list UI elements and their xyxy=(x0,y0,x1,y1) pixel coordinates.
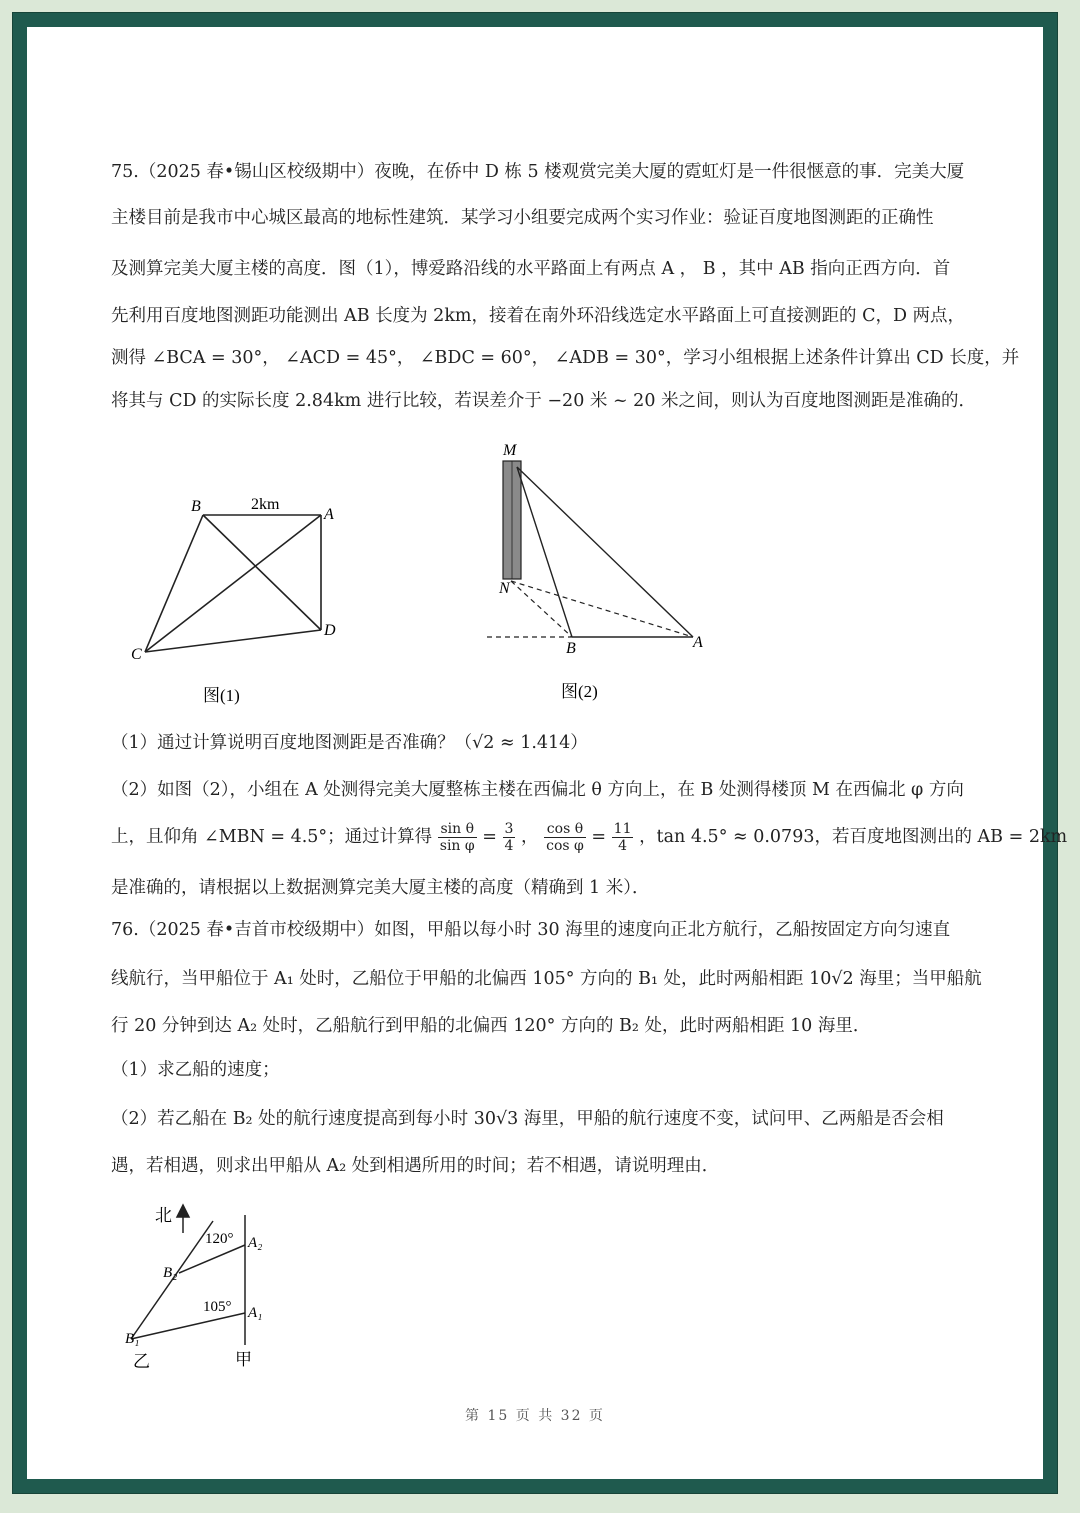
fig76-label-yi: 乙 xyxy=(133,1352,150,1371)
figure-76-ships xyxy=(111,1185,311,1385)
fig2-caption: 图(2) xyxy=(561,682,598,701)
fig76-label-A2: A₂ xyxy=(248,1235,263,1251)
page-border-frame xyxy=(12,12,1068,1494)
fraction-sin-den: sin φ xyxy=(439,838,475,854)
fig1-label-D: D xyxy=(324,622,336,639)
q75-line-6: 将其与 CD 的实际长度 2.84km 进行比较，若误差介于 −20 米 ~ 20 米之间，则认为百度地图测距是准确的． xyxy=(111,391,977,411)
equals-2: = xyxy=(591,827,607,847)
fraction-11-4-num: 11 xyxy=(613,821,632,837)
figure-1-quadrilateral xyxy=(111,475,371,715)
fraction-cos-den: cos φ xyxy=(546,838,584,854)
fig76-label-A1: A₁ xyxy=(248,1305,263,1321)
q76-sub2-line-1: （2）若乙船在 B₂ 处的航行速度提高到每小时 30√3 海里，甲船的航行速度不变，试问甲、乙两船是否会相 xyxy=(111,1109,944,1129)
q76-line-1: 76.（2025 春•吉首市校级期中）如图，甲船以每小时 30 海里的速度向正北方航行，乙船按固定方向匀速直 xyxy=(111,920,951,940)
fig2-label-N: N xyxy=(499,580,510,597)
q75-sub2-line-2b: ，tan 4.5° ≈ 0.0793，若百度地图测出的 AB = 2km xyxy=(639,827,1068,847)
fig1-caption: 图(1) xyxy=(203,686,240,705)
fraction-cos xyxy=(544,821,586,854)
fraction-3-4-num: 3 xyxy=(504,821,514,837)
fig1-label-C: C xyxy=(131,646,142,663)
q76-line-2: 线航行，当甲船位于 A₁ 处时，乙船位于甲船的北偏西 105° 方向的 B₁ 处，此时两船相距 10√2 海里；当甲船航 xyxy=(111,969,982,989)
fig76-label-B2: B₂ xyxy=(163,1265,178,1281)
fig76-label-B1: B₁ xyxy=(125,1331,140,1347)
fig1-label-len: 2km xyxy=(251,496,280,513)
fig2-label-A: A xyxy=(693,634,703,651)
fig2-label-B: B xyxy=(566,640,576,657)
equals-1: = xyxy=(482,827,497,847)
fraction-11-4 xyxy=(612,821,634,854)
q75-sub2-line-2a: 上，且仰角 ∠MBN = 4.5°；通过计算得 xyxy=(111,827,433,847)
fig76-label-angle105: 105° xyxy=(203,1299,232,1315)
q76-sub1: （1）求乙船的速度； xyxy=(111,1060,280,1080)
q75-line-3: 及测算完美大厦主楼的高度．图（1），博爱路沿线的水平路面上有两点 A ， B ，其中 AB 指向正西方向．首 xyxy=(111,259,951,279)
fig1-label-A: A xyxy=(324,506,334,523)
q75-sub1: （1）通过计算说明百度地图测距是否准确？（√2 ≈ 1.414） xyxy=(111,733,588,753)
q75-sub2-line-1: （2）如图（2），小组在 A 处测得完美大厦整栋主楼在西偏北 θ 方向上，在 B 处测得楼顶 M 在西偏北 φ 方向 xyxy=(111,780,964,800)
q75-line-1: 75.（2025 春•锡山区校级期中）夜晚，在侨中 D 栋 5 楼观赏完美大厦的霓虹灯是一件很惬意的事．完美大厦 xyxy=(111,162,965,182)
comma-sep: ， xyxy=(521,827,539,847)
fraction-cos-num: cos θ xyxy=(544,821,586,838)
fig76-label-jia: 甲 xyxy=(235,1350,252,1369)
q75-line-4: 先利用百度地图测距功能测出 AB 长度为 2km，接着在南外环沿线选定水平路面上可直接测距的 C，D 两点， xyxy=(111,306,966,326)
q76-line-3: 行 20 分钟到达 A₂ 处时，乙船航行到甲船的北偏西 120° 方向的 B₂ 处，此时两船相距 10 海里． xyxy=(111,1016,871,1036)
q75-sub2-line-2 xyxy=(111,817,1067,857)
fig76-label-north: 北 xyxy=(155,1206,172,1225)
q75-line-5: 测得 ∠BCA = 30°， ∠ACD = 45°， ∠BDC = 60°， ∠ADB = 30°，学习小组根据上述条件计算出 CD 长度，并 xyxy=(111,348,1020,368)
fraction-sin xyxy=(438,821,477,854)
document-page xyxy=(27,27,1068,1479)
q75-line-2: 主楼目前是我市中心城区最高的地标性建筑．某学习小组要完成两个实习作业：验证百度地图测距的正确性 xyxy=(111,208,934,228)
fig1-label-B: B xyxy=(191,498,201,515)
q75-sub2-line-3: 是准确的，请根据以上数据测算完美大厦主楼的高度（精确到 1 米）． xyxy=(111,878,650,898)
q76-sub2-line-2: 遇，若相遇，则求出甲船从 A₂ 处到相遇所用的时间；若不相遇，请说明理由． xyxy=(111,1156,720,1176)
fig2-label-M: M xyxy=(503,442,517,459)
page-footer: 第 15 页 共 32 页 xyxy=(465,1408,605,1424)
figure-2-tower xyxy=(451,435,711,715)
fig76-label-angle120: 120° xyxy=(205,1231,234,1247)
fraction-3-4-den: 4 xyxy=(504,838,514,854)
fraction-3-4 xyxy=(503,821,516,854)
fraction-sin-num: sin θ xyxy=(438,821,477,838)
fraction-11-4-den: 4 xyxy=(618,838,628,854)
